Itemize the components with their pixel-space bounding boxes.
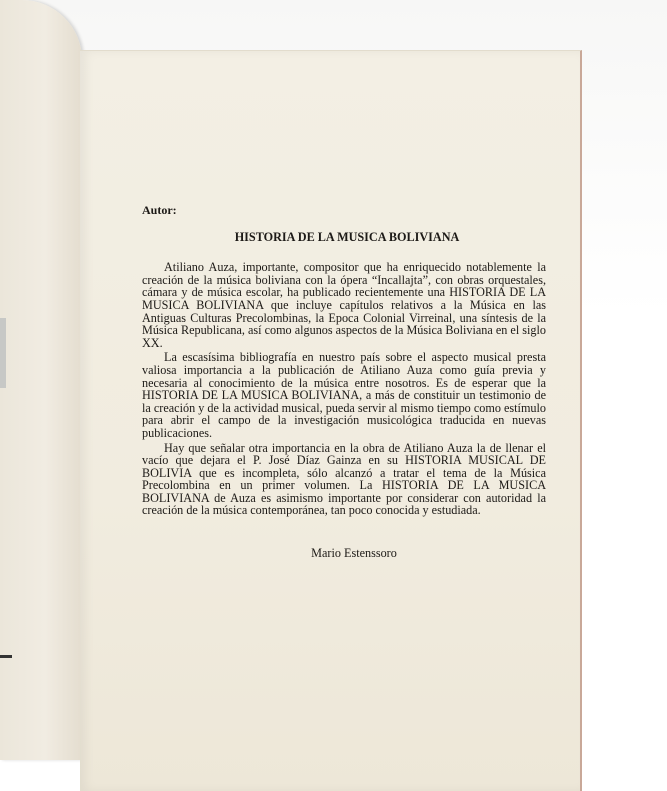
- page-title: HISTORIA DE LA MUSICA BOLIVIANA: [234, 229, 460, 244]
- left-page-edge: [0, 0, 82, 760]
- page-text: [142, 200, 546, 560]
- paragraph-1: Atiliano Auza, importante, compositor que ha enriquecido notablemente la creación de la música boliviana con la ópera “Incallajta”, con obras orquestales, cámara y de música escolar, ha publicado recientemente una HISTORIA DE LA MUSICA BOLIVIANA que incluye capítulos relativos a la Música en las Antiguas Culturas Precolombinas, la Epoca Colonial Virreinal, una síntesis de la Música Republicana, así como algunos aspectos de la Música Boliviana en el siglo XX.: [142, 260, 546, 350]
- author-label: Autor:: [142, 203, 177, 217]
- paragraph-2: La escasísima bibliografía en nuestro país sobre el aspecto musical presta valiosa importancia a la publicación de Atiliano Auza como guía previa y necesaria al conocimiento de la música entre nosotros. Es de esperar que la HISTORIA DE LA MUSICA BOLIVIANA, a más de constituir un testimonio de la creación y de la actividad musical, pueda servir al mismo tiempo como estímulo para abrir el campo de la investigación musicológica traducida en nuevas publicaciones.: [142, 350, 546, 440]
- left-page-mark: [0, 318, 6, 388]
- left-page-line: [0, 655, 12, 658]
- signature: Mario Estenssoro: [311, 546, 397, 561]
- paragraph-3: Hay que señalar otra importancia en la obra de Atiliano Auza la de llenar el vacío que dejara el P. José Díaz Gainza en su HISTORIA MUSICAL DE BOLIVIA que es incompleta, sólo alcanzó a tratar el tema de la Música Precolombina en un primer volumen. La HISTORIA DE LA MUSICA BOLIVIANA de Auza es asimismo importante por considerar con autoridad la creación de la música contemporánea, tan poco conocida y estudiada.: [142, 440, 546, 518]
